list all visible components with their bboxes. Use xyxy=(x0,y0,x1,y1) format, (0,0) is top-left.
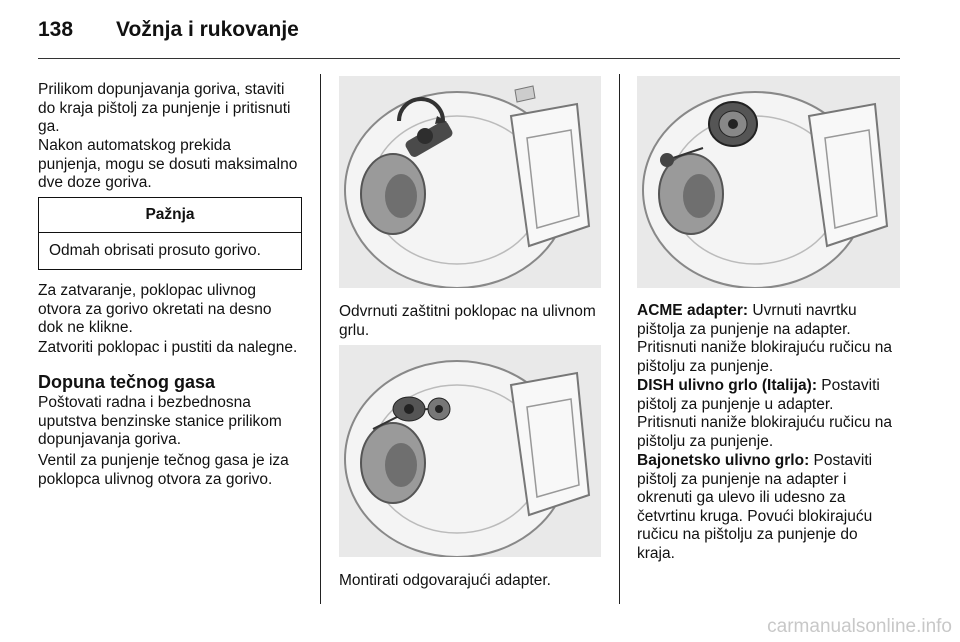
fuel-cap-illustration xyxy=(339,76,601,288)
bayonet-term: Bajonetsko ulivno grlo: xyxy=(637,452,810,469)
page-title: Vožnja i rukovanje xyxy=(116,18,299,41)
notice-box xyxy=(38,197,302,270)
paragraph: Za zatvaranje, poklopac ulivnog otvora za gorivo okretati na desno dok ne klikne. xyxy=(38,282,272,337)
notice-body: Odmah obrisati prosuto gorivo. xyxy=(49,242,261,259)
figure-caption: Odvrnuti zaštitni poklopac na ulivnom grlu. xyxy=(339,303,596,339)
acme-adapter-paragraph: ACME adapter: Uvrnuti navrtku pištolja za punjenje na adapter. Pritisnuti naniže blokirajuću ručicu na pištolju za punjenje. xyxy=(637,302,893,375)
notice-title: Pažnja xyxy=(39,198,301,233)
section-heading: Dopuna tečnog gasa xyxy=(38,372,216,392)
page-header xyxy=(38,18,299,42)
paragraph: Ventil za punjenje tečnog gasa je iza poklopca ulivnog otvora za gorivo. xyxy=(38,452,289,488)
dish-term: DISH ulivno grlo (Italija): xyxy=(637,377,817,394)
adapter-illustration xyxy=(339,345,601,557)
acme-adapter-illustration xyxy=(637,76,900,288)
bayonet-paragraph: Bajonetsko ulivno grlo: Postaviti pištolj za punjenje na adapter i okrenuti ga ulevo ili udesno za četvrtinu kruga. Povući blokirajuću ručicu na pištolju za punjenje do kraja. xyxy=(637,452,873,562)
header-rule xyxy=(38,58,900,59)
column-divider xyxy=(320,74,321,604)
paragraph: Nakon automatskog prekida punjenja, mogu se dosuti maksimalno dve doze goriva. xyxy=(38,137,298,192)
dish-paragraph: DISH ulivno grlo (Italija): Postaviti pištolj za punjenje u adapter. Pritisnuti naniže blokirajuću ručicu na pištolju za punjenje. xyxy=(637,377,893,450)
figure-caption: Montirati odgovarajući adapter. xyxy=(339,572,551,589)
column-divider xyxy=(619,74,620,604)
watermark: carmanualsonline.info xyxy=(767,616,952,637)
paragraph: Zatvoriti poklopac i pustiti da nalegne. xyxy=(38,339,298,356)
page-number: 138 xyxy=(38,18,74,41)
paragraph: Prilikom dopunjavanja goriva, staviti do kraja pištolj za punjenje i pritisnuti ga. xyxy=(38,81,291,136)
acme-term: ACME adapter: xyxy=(637,302,749,319)
paragraph: Poštovati radna i bezbednosna uputstva benzinske stanice prilikom dopunjavanja goriva. xyxy=(38,394,282,449)
